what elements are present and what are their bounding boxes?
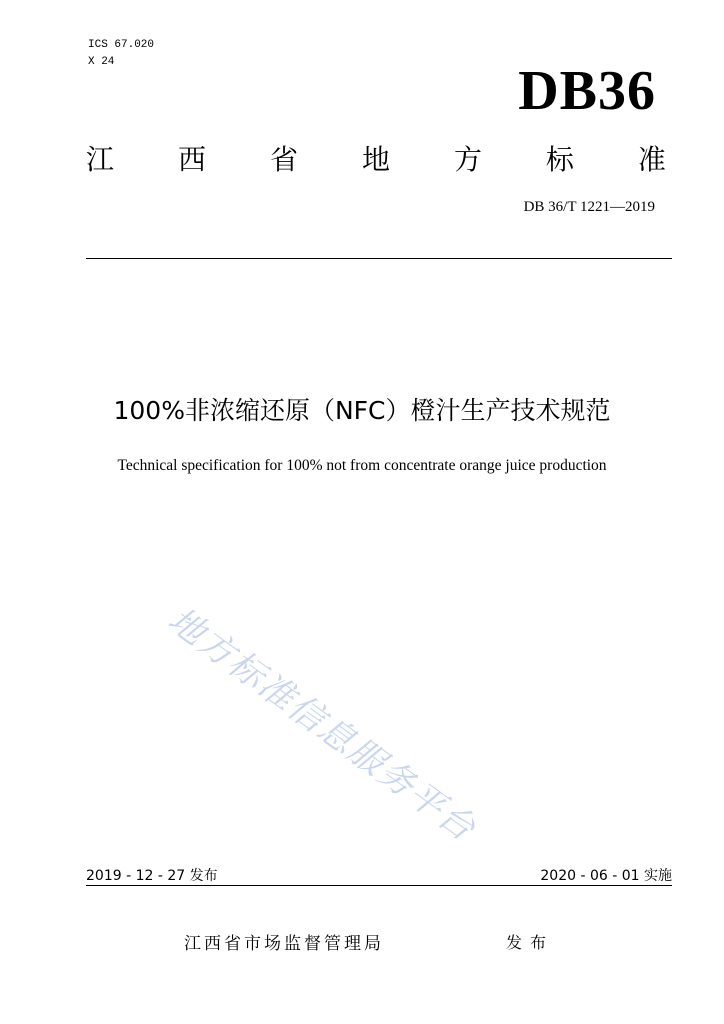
classification-code: X 24: [88, 56, 115, 68]
standard-type-char: 标: [545, 143, 574, 176]
issue-date: 2019 - 12 - 27 发布: [86, 868, 218, 884]
document-title-chinese: 100%非浓缩还原（NFC）橙汁生产技术规范: [113, 396, 611, 425]
implementation-date: 2020 - 06 - 01 实施: [540, 868, 672, 884]
issue-label: 发布: [506, 933, 555, 952]
watermark: 地方标准信息服务平台: [160, 600, 484, 850]
footer-divider: [86, 885, 672, 886]
standard-type-char: 省: [269, 143, 298, 176]
standard-logo: DB36: [518, 60, 656, 122]
standard-type-heading: [86, 140, 666, 180]
standard-type-char: 方: [453, 143, 482, 176]
standard-type-char: 江: [86, 143, 115, 176]
standard-type-char: 准: [637, 143, 666, 176]
header-divider: [86, 258, 672, 259]
standard-type-char: 西: [177, 143, 206, 176]
standard-number: DB 36/T 1221—2019: [523, 199, 655, 215]
standard-type-char: 地: [361, 143, 390, 176]
document-title-english: Technical specification for 100% not from concentrate orange juice production: [117, 457, 607, 474]
issuing-authority: 江西省市场监督管理局: [184, 934, 384, 954]
ics-code: ICS 67.020: [88, 39, 155, 51]
